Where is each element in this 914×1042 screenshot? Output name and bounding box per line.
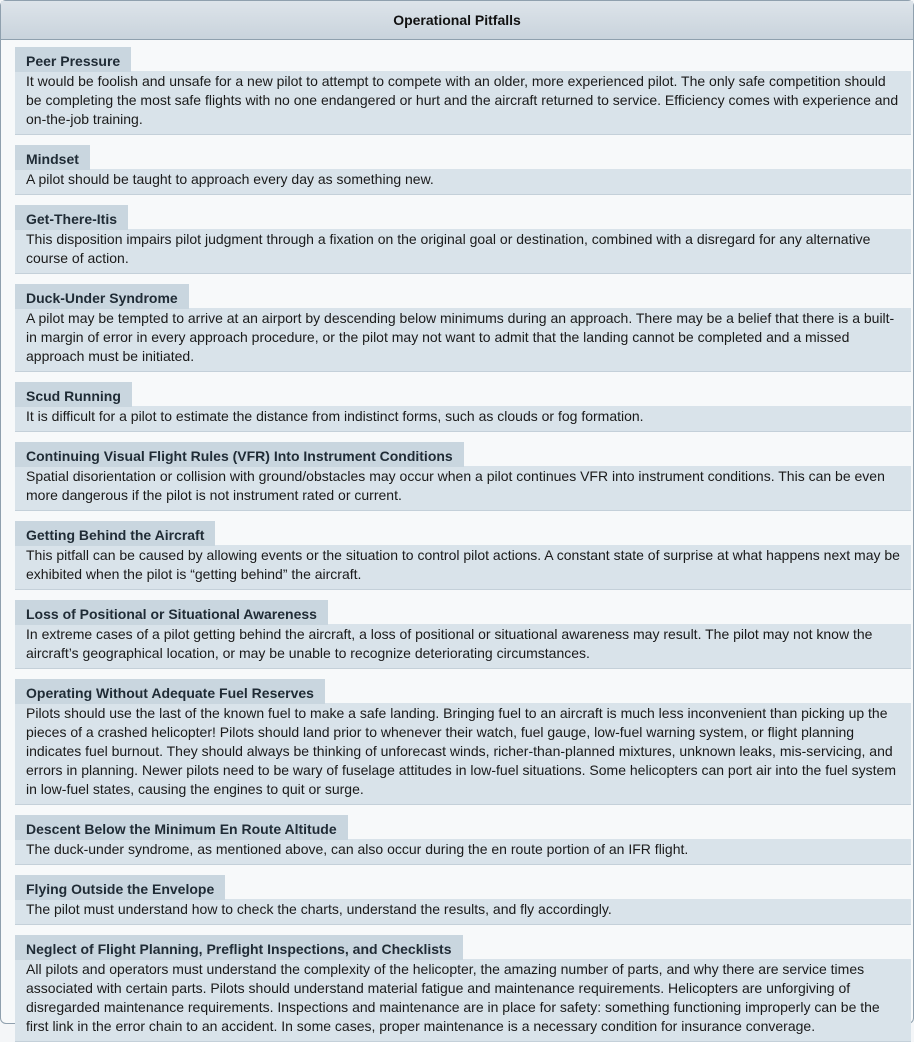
- table-title: Operational Pitfalls: [393, 12, 521, 28]
- pitfall-outside-envelope: [15, 875, 911, 925]
- pitfall-loss-of-awareness: [15, 600, 911, 669]
- pitfall-description: It is difficult for a pilot to estimate the distance from indistinct forms, such as clouds or fog formation.: [15, 406, 911, 432]
- pitfall-title: Descent Below the Minimum En Route Altitude: [15, 815, 348, 840]
- pitfall-mindset: [15, 145, 911, 195]
- pitfall-description: A pilot may be tempted to arrive at an airport by descending below minimums during an approach. There may be a belief that there is a built-in margin of error in every approach procedure, or the pilot may not want to admit that the landing cannot be completed and a missed approach must be initiated.: [15, 308, 911, 372]
- pitfall-title: Flying Outside the Envelope: [15, 875, 225, 900]
- pitfall-description: Pilots should use the last of the known fuel to make a safe landing. Bringing fuel to an aircraft is much less inconvenient than picking up the pieces of a crashed helicopter! Pilots should land prior to whenever their watch, fuel gauge, low-fuel warning system, or flight planning indicates fuel burnout. They should always be thinking of unforecast winds, richer-than-planned mixtures, unknown leaks, mis-servicing, and errors in planning. Newer pilots need to be wary of fuselage attitudes in low-fuel situations. Some helicopters can port air into the fuel system in low-fuel states, causing the engines to quit or surge.: [15, 703, 911, 805]
- pitfall-title: Getting Behind the Aircraft: [15, 521, 215, 546]
- pitfall-description: This pitfall can be caused by allowing events or the situation to control pilot actions. A constant state of surprise at what happens next may be exhibited when the pilot is “getting behind” the aircraft.: [15, 545, 911, 590]
- pitfall-title: Neglect of Flight Planning, Preflight Inspections, and Checklists: [15, 935, 463, 960]
- pitfall-get-there-itis: [15, 205, 911, 274]
- pitfall-behind-aircraft: [15, 521, 911, 590]
- pitfall-title: Continuing Visual Flight Rules (VFR) Into Instrument Conditions: [15, 442, 464, 467]
- pitfall-description: This disposition impairs pilot judgment through a fixation on the original goal or destination, combined with a disregard for any alternative course of action.: [15, 229, 911, 274]
- pitfall-description: The pilot must understand how to check the charts, understand the results, and fly accordingly.: [15, 899, 911, 925]
- pitfall-description: A pilot should be taught to approach every day as something new.: [15, 169, 911, 195]
- pitfall-title: Operating Without Adequate Fuel Reserves: [15, 679, 325, 704]
- pitfall-fuel-reserves: [15, 679, 911, 805]
- pitfall-title: Mindset: [15, 145, 90, 170]
- pitfall-description: All pilots and operators must understand the complexity of the helicopter, the amazing number of parts, and why there are service times associated with certain parts. Pilots should understand material fatigue and maintenance requirements. Helicopters are unforgiving of disregarded maintenance requirements. Inspections and maintenance are in place for safety: something functioning improperly can be the first link in the error chain to an accident. In some cases, proper maintenance is a necessary condition for insurance converage.: [15, 959, 911, 1042]
- pitfall-title: Peer Pressure: [15, 47, 131, 72]
- pitfall-vfr-into-imc: [15, 442, 911, 511]
- pitfall-title: Scud Running: [15, 382, 132, 407]
- pitfall-duck-under: [15, 284, 911, 372]
- pitfall-neglect-planning: [15, 935, 911, 1042]
- pitfall-list: [15, 47, 911, 1042]
- pitfall-description: The duck-under syndrome, as mentioned above, can also occur during the en route portion of an IFR flight.: [15, 839, 911, 865]
- pitfall-title: Loss of Positional or Situational Awareness: [15, 600, 328, 625]
- pitfall-scud-running: [15, 382, 911, 432]
- pitfall-description: Spatial disorientation or collision with ground/obstacles may occur when a pilot continues VFR into instrument conditions. This can be even more dangerous if the pilot is not instrument rated or current.: [15, 466, 911, 511]
- pitfall-title: Duck-Under Syndrome: [15, 284, 189, 309]
- pitfall-description: It would be foolish and unsafe for a new pilot to attempt to compete with an older, more experienced pilot. The only safe competition should be completing the most safe flights with no one endangered or hurt and the aircraft returned to service. Efficiency comes with experience and on-the-job training.: [15, 71, 911, 135]
- pitfall-title: Get-There-Itis: [15, 205, 128, 230]
- pitfall-description: In extreme cases of a pilot getting behind the aircraft, a loss of positional or situational awareness may result. The pilot may not know the aircraft’s geographical location, or may be unable to recognize deteriorating circumstances.: [15, 624, 911, 669]
- pitfall-peer-pressure: [15, 47, 911, 135]
- pitfall-minimum-altitude: [15, 815, 911, 865]
- table-header: [1, 1, 913, 40]
